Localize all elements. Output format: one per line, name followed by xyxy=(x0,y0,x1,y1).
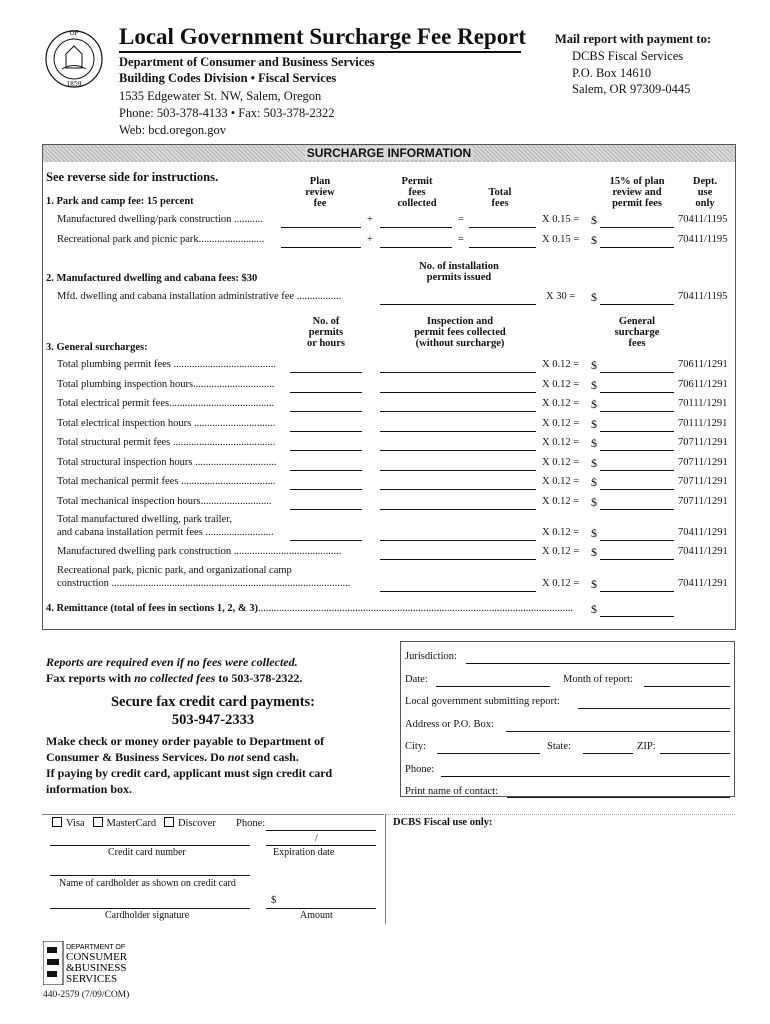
equals-sign: = xyxy=(458,234,464,245)
amount-field[interactable] xyxy=(266,908,376,909)
plan-review-fee-field[interactable] xyxy=(281,247,361,248)
cardholder-signature-label: Cardholder signature xyxy=(105,910,190,921)
permits-or-hours-field[interactable] xyxy=(290,450,362,451)
surcharge-row-label: Total structural inspection hours ............................... xyxy=(57,457,277,468)
row-rec-park-label: Recreational park and picnic park......................... xyxy=(57,234,265,245)
jurisdiction-field[interactable] xyxy=(466,663,730,664)
phone-field[interactable] xyxy=(441,776,730,777)
local-gov-field[interactable] xyxy=(578,708,730,709)
jurisdiction-label: Jurisdiction: xyxy=(405,651,457,662)
general-surcharge-field[interactable] xyxy=(600,489,674,490)
row-mfd-admin-fee-label: Mfd. dwelling and cabana installation administrative fee ................. xyxy=(57,291,342,302)
section-3-title: 3. General surcharges: xyxy=(46,342,148,353)
secure-fax-title: Secure fax credit card payments: xyxy=(110,694,316,710)
multiplier: X 0.12 = xyxy=(542,437,580,448)
fee-amount-field[interactable] xyxy=(600,247,674,248)
mastercard-label: MasterCard xyxy=(106,818,157,829)
general-surcharge-field[interactable] xyxy=(600,372,674,373)
dollar-sign: $ xyxy=(591,358,597,372)
permits-or-hours-field[interactable] xyxy=(290,509,362,510)
row-md-park-construction-label: Manufactured dwelling park construction ......................................... xyxy=(57,546,342,557)
inspection-fees-field[interactable] xyxy=(380,591,536,592)
fee-amount-field[interactable] xyxy=(600,304,674,305)
logo-line-4: SERVICES xyxy=(66,973,118,985)
expiration-label: Expiration date xyxy=(273,847,335,858)
city-field[interactable] xyxy=(437,753,540,754)
col-inspection-fees: Inspection and permit fees collected (without surcharge) xyxy=(414,316,506,349)
expiration-field[interactable] xyxy=(266,845,376,846)
general-surcharge-field[interactable] xyxy=(600,591,674,592)
permit-fees-field[interactable] xyxy=(380,247,452,248)
multiplier: X 30 = xyxy=(546,291,576,302)
dept-code: 70711/1291 xyxy=(678,476,728,487)
dollar-sign: $ xyxy=(591,290,597,304)
row-md-park-construction-label: Manufactured dwelling/park construction ........... xyxy=(57,214,263,225)
department-name: Department of Consumer and Business Services xyxy=(119,55,375,69)
total-fees-field[interactable] xyxy=(469,247,536,248)
multiplier: X 0.12 = xyxy=(542,457,580,468)
dollar-sign: $ xyxy=(591,397,597,411)
visa-label: Visa xyxy=(66,818,85,829)
dept-code: 70411/1291 xyxy=(678,578,728,589)
dept-code: 70411/1291 xyxy=(678,546,728,557)
col-15pct: 15% of plan review and permit fees xyxy=(609,176,665,209)
mail-to-line-3: Salem, OR 97309-0445 xyxy=(572,82,691,96)
fiscal-use-box xyxy=(385,814,735,924)
instructions-note: See reverse side for instructions. xyxy=(46,170,219,184)
cardholder-signature-field[interactable] xyxy=(50,908,250,909)
local-gov-label: Local government submitting report: xyxy=(405,696,560,707)
surcharge-row-label: Total structural permit fees ....................................... xyxy=(57,437,276,448)
dollar-sign: $ xyxy=(591,456,597,470)
dept-code: 70411/1195 xyxy=(678,291,728,302)
card-phone-label: Phone: xyxy=(236,818,266,829)
multiplier: X 0.12 = xyxy=(542,546,580,557)
zip-label: ZIP: xyxy=(637,741,656,752)
month-field[interactable] xyxy=(644,686,730,687)
phone-fax: Phone: 503-378-4133 • Fax: 503-378-2322 xyxy=(119,106,335,120)
month-label: Month of report: xyxy=(563,674,633,685)
state-label: State: xyxy=(547,741,571,752)
plus-sign: + xyxy=(367,234,373,245)
surcharge-row-label: Total electrical permit fees........................................ xyxy=(57,398,275,409)
dollar-sign: $ xyxy=(591,475,597,489)
svg-text:1859: 1859 xyxy=(66,81,82,88)
general-surcharge-field[interactable] xyxy=(600,559,674,560)
amount-label: Amount xyxy=(300,910,333,921)
row-rec-park-camp-label-1: Recreational park, picnic park, and organizational camp xyxy=(57,565,292,576)
plus-sign: + xyxy=(367,214,373,225)
card-number-label: Credit card number xyxy=(108,847,186,858)
expiration-slash: / xyxy=(315,833,318,844)
inspection-fees-field[interactable] xyxy=(380,559,536,560)
card-type-options xyxy=(52,817,216,829)
division-name: Building Codes Division • Fiscal Services xyxy=(119,71,337,85)
dept-code: 70411/1195 xyxy=(678,214,728,225)
print-name-label: Print name of contact: xyxy=(405,786,499,797)
general-surcharge-field[interactable] xyxy=(600,470,674,471)
logo-line-1: DEPARTMENT OF xyxy=(66,944,126,951)
installation-permits-field[interactable] xyxy=(380,304,536,305)
col-permit-fees: Permit fees collected xyxy=(397,176,437,209)
date-label: Date: xyxy=(405,674,428,685)
street-address: 1535 Edgewater St. NW, Salem, Oregon xyxy=(119,89,322,103)
surcharge-row-label: Total plumbing permit fees ....................................... xyxy=(57,359,276,370)
remittance-total-field[interactable] xyxy=(600,616,674,617)
general-surcharge-field[interactable] xyxy=(600,431,674,432)
dept-code: 70711/1291 xyxy=(678,457,728,468)
mail-to-heading: Mail report with payment to: xyxy=(555,32,711,46)
dept-code: 70711/1291 xyxy=(678,437,728,448)
state-field[interactable] xyxy=(583,753,633,754)
discover-checkbox[interactable] xyxy=(164,817,174,827)
permits-or-hours-field[interactable] xyxy=(290,489,362,490)
dollar-sign: $ xyxy=(591,495,597,509)
card-phone-field[interactable] xyxy=(266,830,376,831)
permits-or-hours-field[interactable] xyxy=(290,372,362,373)
multiplier: X 0.12 = xyxy=(542,496,580,507)
inspection-fees-field[interactable] xyxy=(380,450,536,451)
dollar-sign: $ xyxy=(591,436,597,450)
leader-dots: ........................................................................................................................ xyxy=(258,603,573,614)
multiplier: X 0.12 = xyxy=(542,476,580,487)
dollar-sign: $ xyxy=(591,577,597,591)
zip-field[interactable] xyxy=(660,753,730,754)
dollar-sign: $ xyxy=(591,602,597,616)
phone-label: Phone: xyxy=(405,764,435,775)
dollar-sign: $ xyxy=(591,526,597,540)
cardholder-name-field[interactable] xyxy=(50,875,250,876)
print-name-field[interactable] xyxy=(507,797,730,798)
logo-line-2: CONSUMER xyxy=(66,951,128,963)
address-label: Address or P.O. Box: xyxy=(405,719,494,730)
col-installation-permits: No. of installation permits issued xyxy=(419,261,499,283)
multiplier: X 0.15 = xyxy=(542,234,580,245)
amount-dollar-sign: $ xyxy=(271,895,277,906)
general-surcharge-field[interactable] xyxy=(600,509,674,510)
inspection-fees-field[interactable] xyxy=(380,489,536,490)
dept-code: 70111/1291 xyxy=(678,418,728,429)
multiplier: X 0.12 = xyxy=(542,379,580,390)
surcharge-band-title: SURCHARGE INFORMATION xyxy=(306,146,472,160)
dept-code: 70411/1291 xyxy=(678,527,728,538)
col-general-surcharge: General surcharge fees xyxy=(614,316,660,349)
cardholder-name-label: Name of cardholder as shown on credit card xyxy=(59,878,236,889)
col-plan-review: Plan review fee xyxy=(305,176,335,209)
inspection-fees-field[interactable] xyxy=(380,470,536,471)
dcbs-logo xyxy=(43,941,143,985)
mail-to-line-2: P.O. Box 14610 xyxy=(572,65,652,80)
permits-or-hours-field[interactable] xyxy=(290,540,362,541)
multiplier: X 0.15 = xyxy=(542,214,580,225)
inspection-fees-field[interactable] xyxy=(380,372,536,373)
surcharge-row-label: Total plumbing inspection hours............................... xyxy=(57,379,275,390)
dept-code: 70611/1291 xyxy=(678,379,728,390)
agency-contact-block xyxy=(119,88,334,139)
permits-or-hours-field[interactable] xyxy=(290,470,362,471)
mail-to-line-1: DCBS Fiscal Services xyxy=(572,49,684,63)
fee-amount-field[interactable] xyxy=(600,227,674,228)
dept-code: 70611/1291 xyxy=(678,359,728,370)
multiplier: X 0.12 = xyxy=(542,418,580,429)
oregon-state-seal xyxy=(44,24,104,94)
surcharge-row-label: Total mechanical permit fees .................................... xyxy=(57,476,276,487)
dept-code: 70411/1195 xyxy=(678,234,728,245)
section-1-title: 1. Park and camp fee: 15 percent xyxy=(46,196,194,207)
total-fees-field[interactable] xyxy=(469,227,536,228)
multiplier: X 0.12 = xyxy=(542,359,580,370)
mail-to-address xyxy=(572,48,690,98)
date-field[interactable] xyxy=(436,686,550,687)
fiscal-use-label: DCBS Fiscal use only: xyxy=(393,817,493,828)
equals-sign: = xyxy=(458,214,464,225)
discover-label: Discover xyxy=(177,818,216,829)
website: Web: bcd.oregon.gov xyxy=(119,123,226,137)
permits-or-hours-field[interactable] xyxy=(290,431,362,432)
inspection-fees-field[interactable] xyxy=(380,411,536,412)
inspection-fees-field[interactable] xyxy=(380,509,536,510)
dollar-sign: $ xyxy=(591,378,597,392)
fax-notice: Fax reports with no collected fees to 503-378-2322. xyxy=(46,671,303,685)
card-number-field[interactable] xyxy=(50,845,250,846)
col-dept-use: Dept. use only xyxy=(692,176,718,209)
logo-line-3: &BUSINESS xyxy=(66,962,127,974)
multiplier: X 0.12 = xyxy=(542,578,580,589)
dept-code: 70111/1291 xyxy=(678,398,728,409)
surcharge-row-label: Total electrical inspection hours ............................... xyxy=(57,418,276,429)
address-field[interactable] xyxy=(506,731,730,732)
col-permits-or-hours: No. of permits or hours xyxy=(306,316,346,349)
multiplier: X 0.12 = xyxy=(542,527,580,538)
surcharge-row-label: Total mechanical inspection hours........................... xyxy=(57,496,272,507)
permits-or-hours-field[interactable] xyxy=(290,392,362,393)
form-number: 440-2579 (7/09/COM) xyxy=(43,990,130,1000)
dept-code: 70711/1291 xyxy=(678,496,728,507)
multiplier: X 0.12 = xyxy=(542,398,580,409)
permit-fees-field[interactable] xyxy=(380,227,452,228)
report-title: Local Government Surcharge Fee Report xyxy=(119,24,527,49)
col-total-fees: Total fees xyxy=(488,187,512,209)
secure-fax-block xyxy=(42,693,384,729)
reports-required-notice: Reports are required even if no fees were collected. xyxy=(46,655,298,669)
dollar-sign: $ xyxy=(591,545,597,559)
permits-or-hours-field[interactable] xyxy=(290,411,362,412)
mastercard-checkbox[interactable] xyxy=(93,817,103,827)
section-4-remittance xyxy=(46,603,591,614)
payment-instructions: Make check or money order payable to Department of Consumer & Business Services. Do not send cash. If paying by credit card, applicant must sign credit card information box. xyxy=(46,734,333,796)
row-rec-park-camp-label-2: construction ........................................................................................... xyxy=(57,578,351,589)
inspection-fees-field[interactable] xyxy=(380,540,536,541)
general-surcharge-field[interactable] xyxy=(600,540,674,541)
secure-fax-number: 503-947-2333 xyxy=(171,712,255,728)
row-md-installation-label-2: and cabana installation permit fees .......................... xyxy=(57,527,274,538)
general-surcharge-field[interactable] xyxy=(600,392,674,393)
section-2-title: 2. Manufactured dwelling and cabana fees: $30 xyxy=(46,273,258,284)
dollar-sign: $ xyxy=(591,417,597,431)
city-label: City: xyxy=(405,741,427,752)
inspection-fees-field[interactable] xyxy=(380,431,536,432)
title-rule xyxy=(119,51,521,53)
dollar-sign: $ xyxy=(591,213,597,227)
general-surcharge-field[interactable] xyxy=(600,450,674,451)
section-4-title: 4. Remittance (total of fees in sections 1, 2, & 3) xyxy=(46,603,258,614)
plan-review-fee-field[interactable] xyxy=(281,227,361,228)
svg-text:OF: OF xyxy=(69,30,79,37)
inspection-fees-field[interactable] xyxy=(380,392,536,393)
visa-checkbox[interactable] xyxy=(52,817,62,827)
general-surcharge-field[interactable] xyxy=(600,411,674,412)
dollar-sign: $ xyxy=(591,233,597,247)
row-md-installation-label-1: Total manufactured dwelling, park trailer, xyxy=(57,514,232,525)
